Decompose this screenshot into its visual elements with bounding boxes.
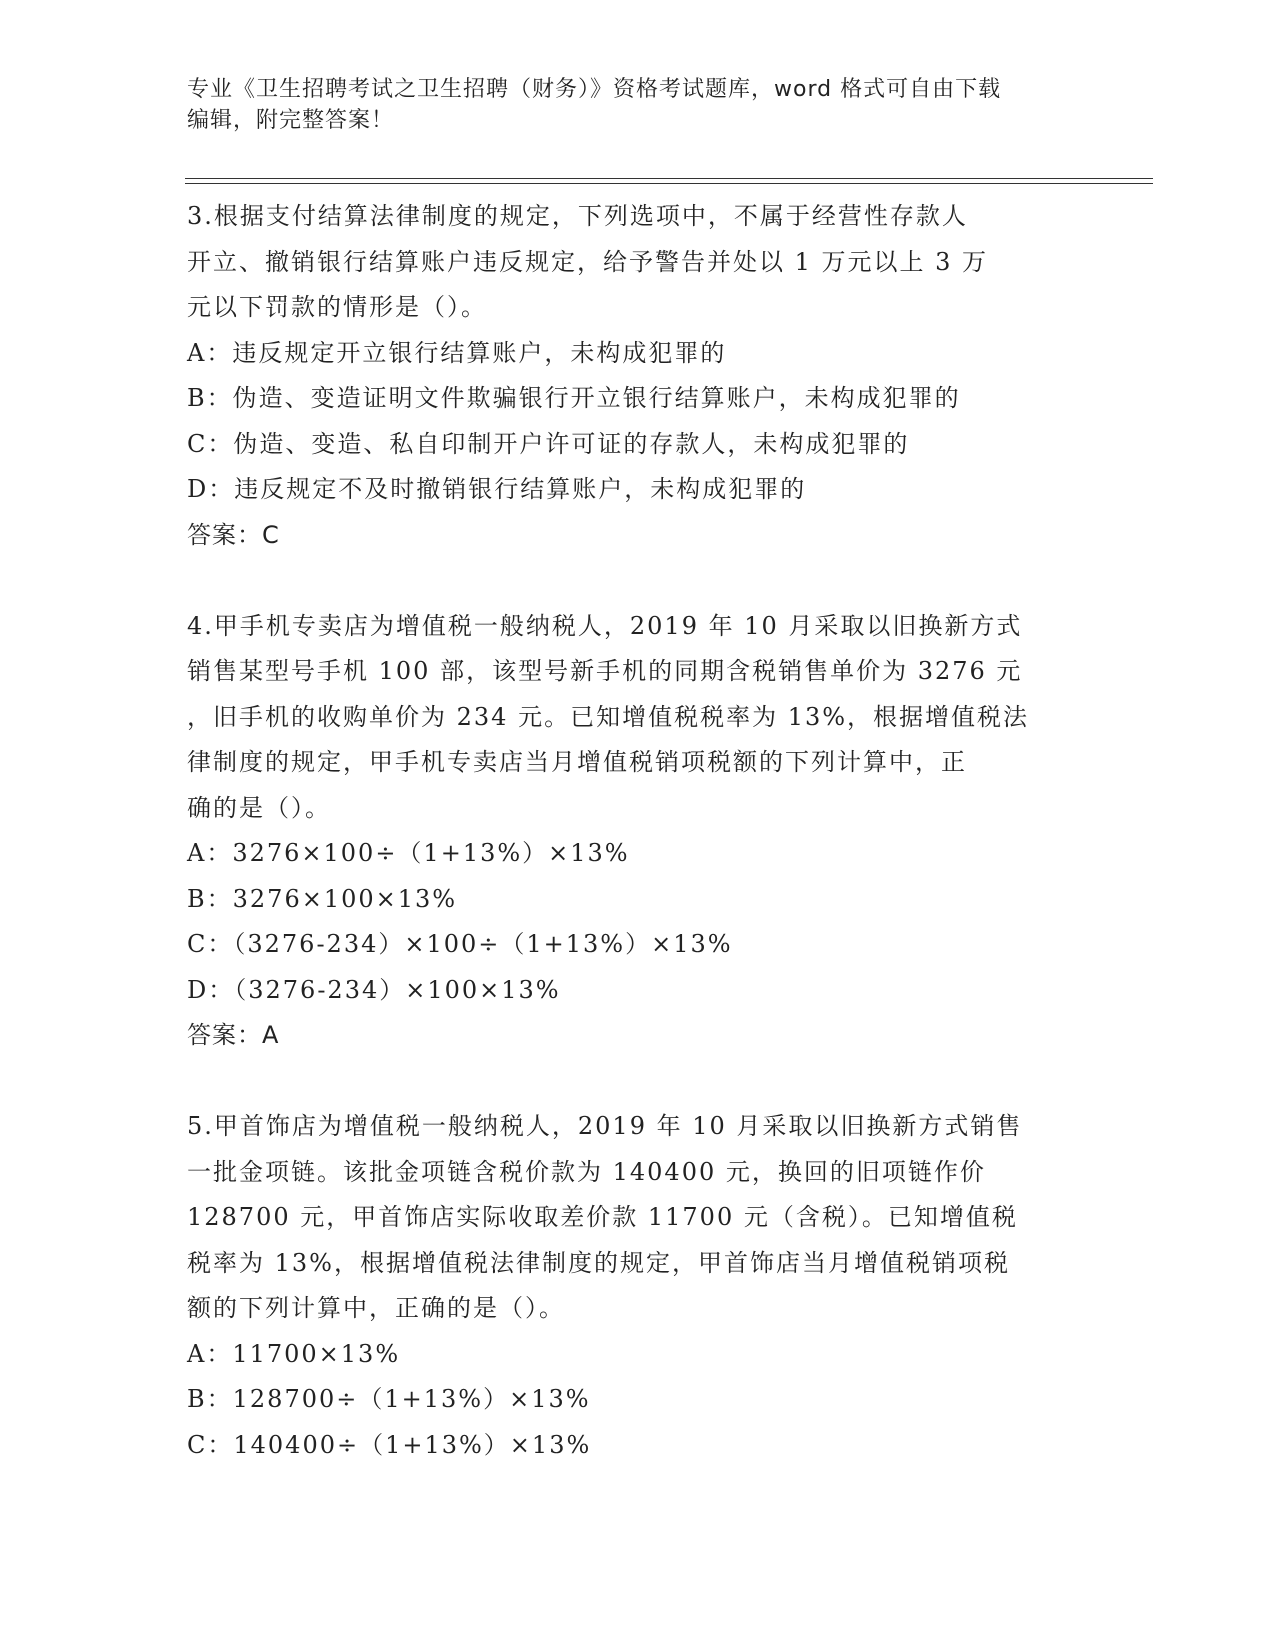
- question-stem-line: 3.根据支付结算法律制度的规定，下列选项中，不属于经营性存款人: [187, 202, 968, 230]
- question-spacer: [187, 1058, 1087, 1104]
- option-b: B：3276×100×13%: [187, 884, 458, 913]
- option-d: D：（3276-234）×100×13%: [187, 975, 561, 1004]
- option-a: A：3276×100÷（1+13%）×13%: [187, 839, 630, 867]
- header-divider-bottom: [185, 183, 1153, 184]
- question-stem-line: 128700 元，甲首饰店实际收取差价款 11700 元（含税）。已知增值税: [187, 1203, 1018, 1231]
- question-stem-line: 开立、撤销银行结算账户违反规定，给予警告并处以 1 万元以上 3 万: [187, 247, 989, 276]
- option-d: D：违反规定不及时撤销银行结算账户，未构成犯罪的: [187, 475, 807, 503]
- header-line-1: 专业《卫生招聘考试之卫生招聘（财务）》资格考试题库，word 格式可自由下载: [187, 77, 1002, 102]
- option-c: C：（3276-234）×100÷（1+13%）×13%: [187, 930, 733, 958]
- question-stem-line: ，旧手机的收购单价为 234 元。已知增值税税率为 13%，根据增值税法: [187, 702, 1030, 731]
- header-line-2: 编辑，附完整答案！: [187, 108, 395, 133]
- question-stem-line: 税率为 13%，根据增值税法律制度的规定，甲首饰店当月增值税销项税: [187, 1248, 1010, 1277]
- header-divider-top: [185, 178, 1153, 179]
- answer-line: 答案：A: [187, 1021, 280, 1049]
- question-spacer: [187, 558, 1087, 604]
- question-stem-line: 确的是（）。: [187, 793, 331, 822]
- option-c: C：140400÷（1+13%）×13%: [187, 1430, 592, 1459]
- question-stem-line: 一批金项链。该批金项链含税价款为 140400 元，换回的旧项链作价: [187, 1157, 986, 1186]
- question-stem-line: 元以下罚款的情形是（）。: [187, 293, 487, 321]
- question-stem-line: 4.甲手机专卖店为增值税一般纳税人，2019 年 10 月采取以旧换新方式: [187, 611, 1023, 640]
- question-block: [187, 194, 1087, 558]
- question-block: [187, 1104, 1087, 1468]
- document-header: [187, 74, 1067, 136]
- answer-line: 答案：C: [187, 520, 280, 549]
- question-stem-line: 额的下列计算中，正确的是（）。: [187, 1294, 565, 1322]
- option-c: C：伪造、变造、私自印制开户许可证的存款人，未构成犯罪的: [187, 429, 910, 458]
- question-stem-line: 销售某型号手机 100 部，该型号新手机的同期含税销售单价为 3276 元: [187, 657, 1023, 685]
- option-a: A：违反规定开立银行结算账户，未构成犯罪的: [187, 338, 727, 367]
- question-stem-line: 律制度的规定，甲手机专卖店当月增值税销项税额的下列计算中，正: [187, 748, 967, 776]
- option-b: B：128700÷（1+13%）×13%: [187, 1385, 591, 1413]
- question-stem-line: 5.甲首饰店为增值税一般纳税人，2019 年 10 月采取以旧换新方式销售: [187, 1112, 1023, 1140]
- question-block: [187, 604, 1087, 1059]
- question-list: [187, 194, 1087, 1468]
- option-a: A：11700×13%: [187, 1339, 401, 1368]
- option-b: B：伪造、变造证明文件欺骗银行开立银行结算账户，未构成犯罪的: [187, 384, 961, 412]
